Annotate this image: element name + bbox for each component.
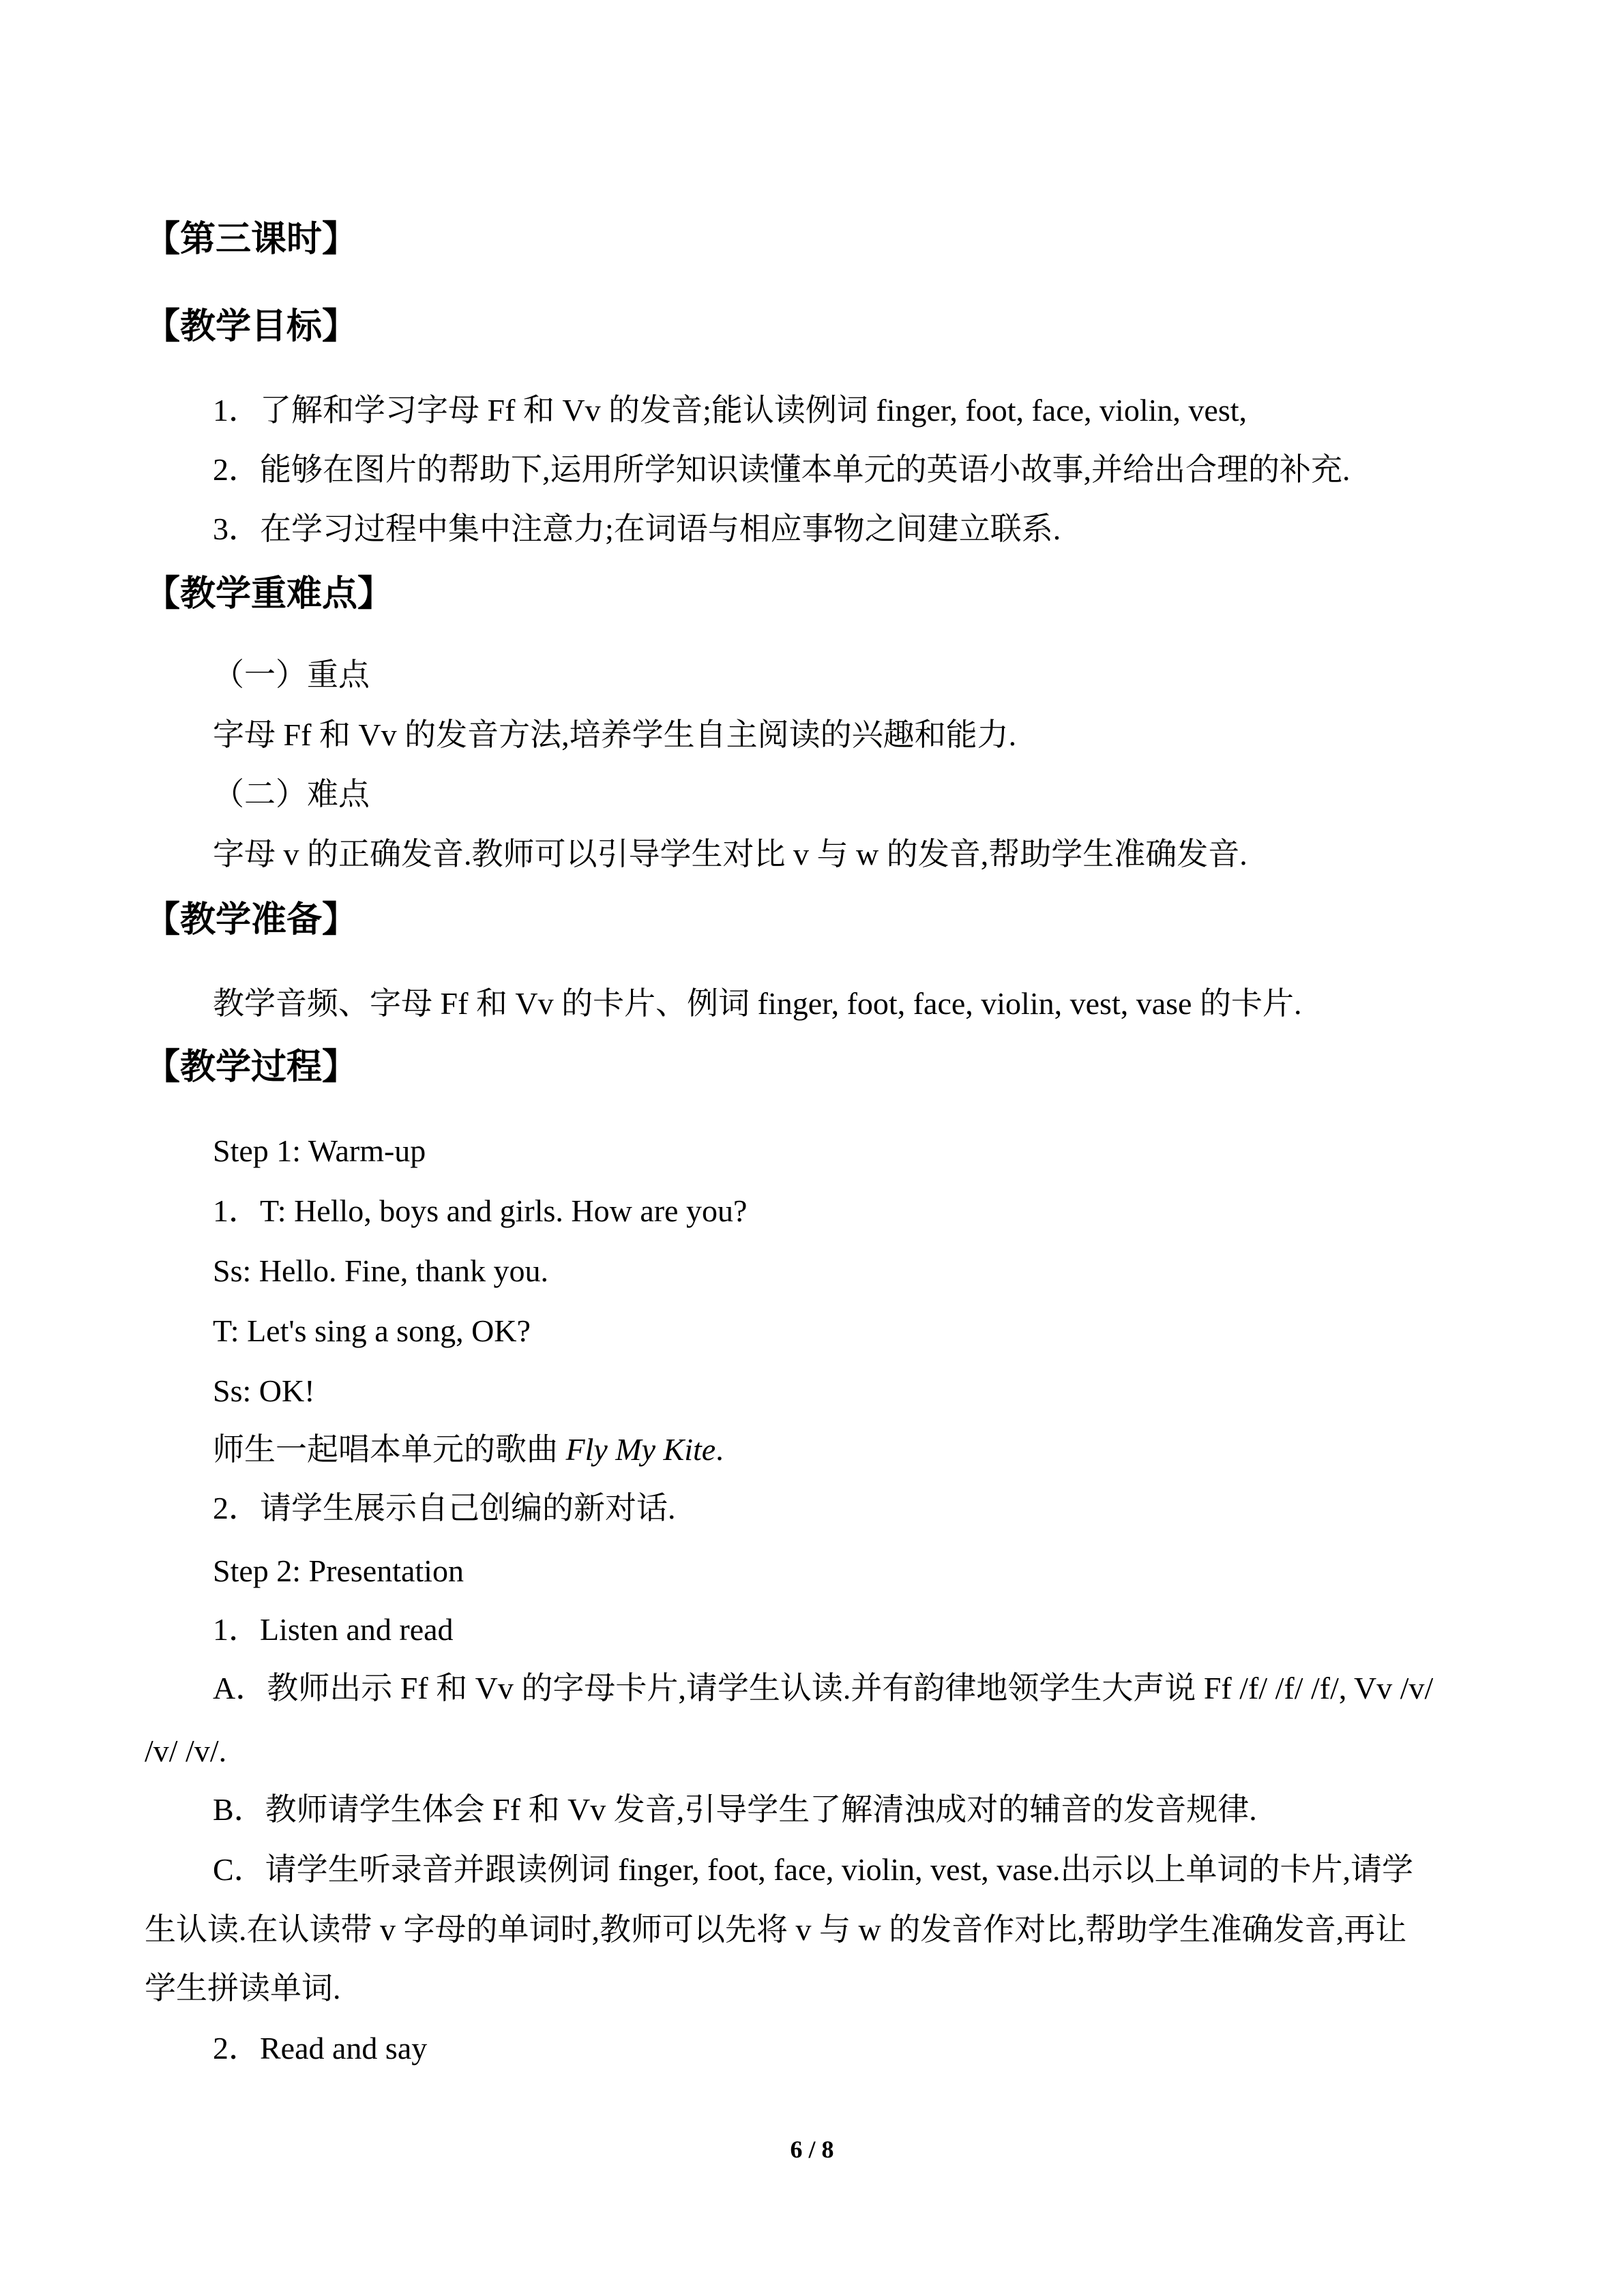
objectives-heading: 【教学目标】 (145, 306, 358, 347)
para-b: B．教师请学生体会 Ff 和 Vv 发音,引导学生了解清浊成对的辅音的发音规律. (213, 1792, 1257, 1827)
dialogue-line-1: Ss: Hello. Fine, thank you. (213, 1253, 548, 1288)
preparation-heading: 【教学准备】 (145, 899, 358, 940)
objective-item-2: 2．能够在图片的帮助下,运用所学知识读懂本单元的英语小故事,并给出合理的补充. (213, 452, 1350, 487)
dialogue-line-2: T: Let's sing a song, OK? (213, 1313, 531, 1348)
page-number: 6 / 8 (790, 2136, 834, 2163)
song-title: Fly My Kite (565, 1432, 716, 1467)
step2-title: Step 2: Presentation (213, 1553, 464, 1588)
step1-item-1: 1．T: Hello, boys and girls. How are you? (213, 1193, 748, 1228)
lesson-title: 【第三课时】 (145, 219, 358, 260)
para-a-line-1: A．教师出示 Ff 和 Vv 的字母卡片,请学生认读.并有韵律地领学生大声说 Ff /f/ /f/ /f/, Vv /v/ (213, 1671, 1434, 1705)
para-c-line-3: 学生拼读单词. (145, 1971, 341, 2006)
focus-label: （一）重点 (213, 657, 370, 692)
step1-item-2: 2．请学生展示自己创编的新对话. (213, 1491, 676, 1525)
objective-item-3: 3．在学习过程中集中注意力;在词语与相应事物之间建立联系. (213, 511, 1061, 546)
song-prefix: 师生一起唱本单元的歌曲 (213, 1432, 566, 1467)
song-line (213, 1429, 724, 1470)
step1-title: Step 1: Warm-up (213, 1133, 426, 1168)
objective-item-1: 1．了解和学习字母 Ff 和 Vv 的发音;能认读例词 finger, foot, face, violin, vest, (213, 393, 1247, 428)
para-a-line-2: /v/ /v/. (145, 1733, 227, 1768)
para-c-line-1: C．请学生听录音并跟读例词 finger, foot, face, violin, vest, vase.出示以上单词的卡片,请学 (213, 1852, 1414, 1887)
preparation-text: 教学音频、字母 Ff 和 Vv 的卡片、例词 finger, foot, face, violin, vest, vase 的卡片. (213, 986, 1302, 1021)
process-heading: 【教学过程】 (145, 1047, 358, 1088)
song-suffix: . (715, 1432, 724, 1467)
step2-item-1: 1．Listen and read (213, 1612, 454, 1647)
difficulty-label: （二）难点 (213, 777, 370, 811)
focus-text: 字母 Ff 和 Vv 的发音方法,培养学生自主阅读的兴趣和能力. (213, 717, 1017, 752)
para-c-line-2: 生认读.在认读带 v 字母的单词时,教师可以先将 v 与 w 的发音作对比,帮助学生准确发音,再让 (145, 1912, 1407, 1947)
key-points-heading: 【教学重难点】 (145, 573, 394, 614)
difficulty-text: 字母 v 的正确发音.教师可以引导学生对比 v 与 w 的发音,帮助学生准确发音. (213, 837, 1247, 871)
dialogue-line-3: Ss: OK! (213, 1373, 315, 1408)
step2-item-2: 2．Read and say (213, 2031, 428, 2066)
